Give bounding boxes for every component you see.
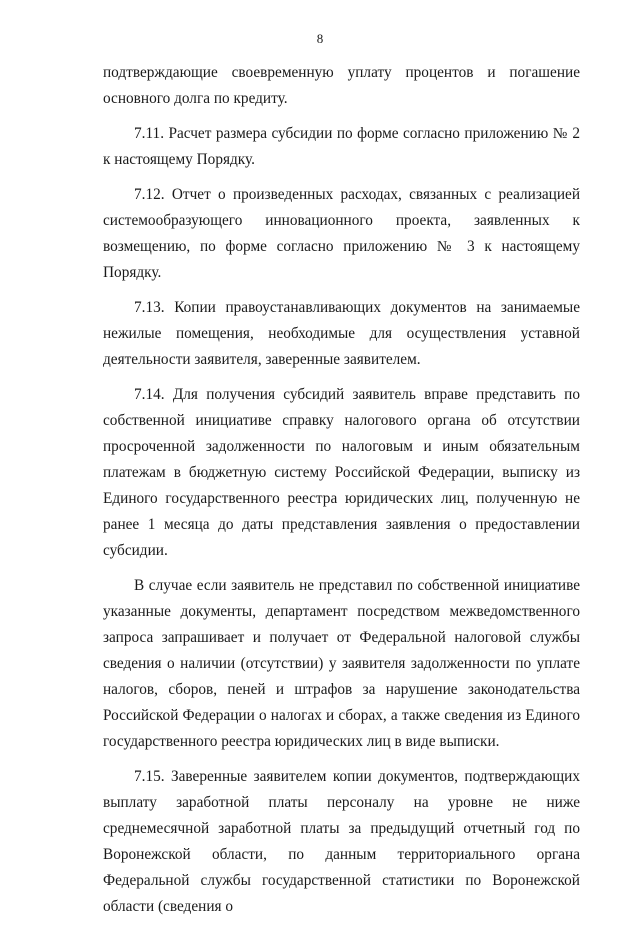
paragraph-7-14: 7.14. Для получения субсидий заявитель вправе представить по собственной инициативе справку налогового органа об отсутствии просроченной задолженности по налоговым и иным обязательным платежам в бюджетную систему Российской Федерации, выписку из Единого государственного реестра юридических лиц, полученную не ранее 1 месяца до даты представления заявления о предоставлении субсидии. <box>103 386 580 559</box>
document-body <box>103 60 580 929</box>
paragraph-7-11: 7.11. Расчет размера субсидии по форме согласно приложению № 2 к настоящему Порядку. <box>103 125 580 168</box>
paragraph-7-14-case: В случае если заявитель не представил по собственной инициативе указанные документы, департамент посредством межведомственного запроса запрашивает и получает от Федеральной налоговой службы сведения о наличии (отсутствии) у заявителя задолженности по уплате налогов, сборов, пеней и штрафов за нарушение законодательства Российской Федерации о налогах и сборах, а также сведения из Единого государственного реестра юридических лиц в виде выписки. <box>103 577 580 750</box>
page-number: 8 <box>316 31 324 46</box>
paragraph-continuation: подтверждающие своевременную уплату процентов и погашение основного долга по кредиту. <box>103 64 580 107</box>
paragraph-7-15: 7.15. Заверенные заявителем копии документов, подтверждающих выплату заработной платы персоналу на уровне не ниже среднемесячной заработной платы за предыдущий отчетный год по Воронежской области, по данным территориального органа Федеральной службы государственной статистики по Воронежской области (сведения о <box>103 768 580 915</box>
paragraph-7-13: 7.13. Копии правоустанавливающих документов на занимаемые нежилые помещения, необходимые для осуществления уставной деятельности заявителя, заверенные заявителем. <box>103 299 580 368</box>
paragraph-7-12: 7.12. Отчет о произведенных расходах, связанных с реализацией системообразующего инновационного проекта, заявленных к возмещению, по форме согласно приложению № 3 к настоящему Порядку. <box>103 186 580 281</box>
